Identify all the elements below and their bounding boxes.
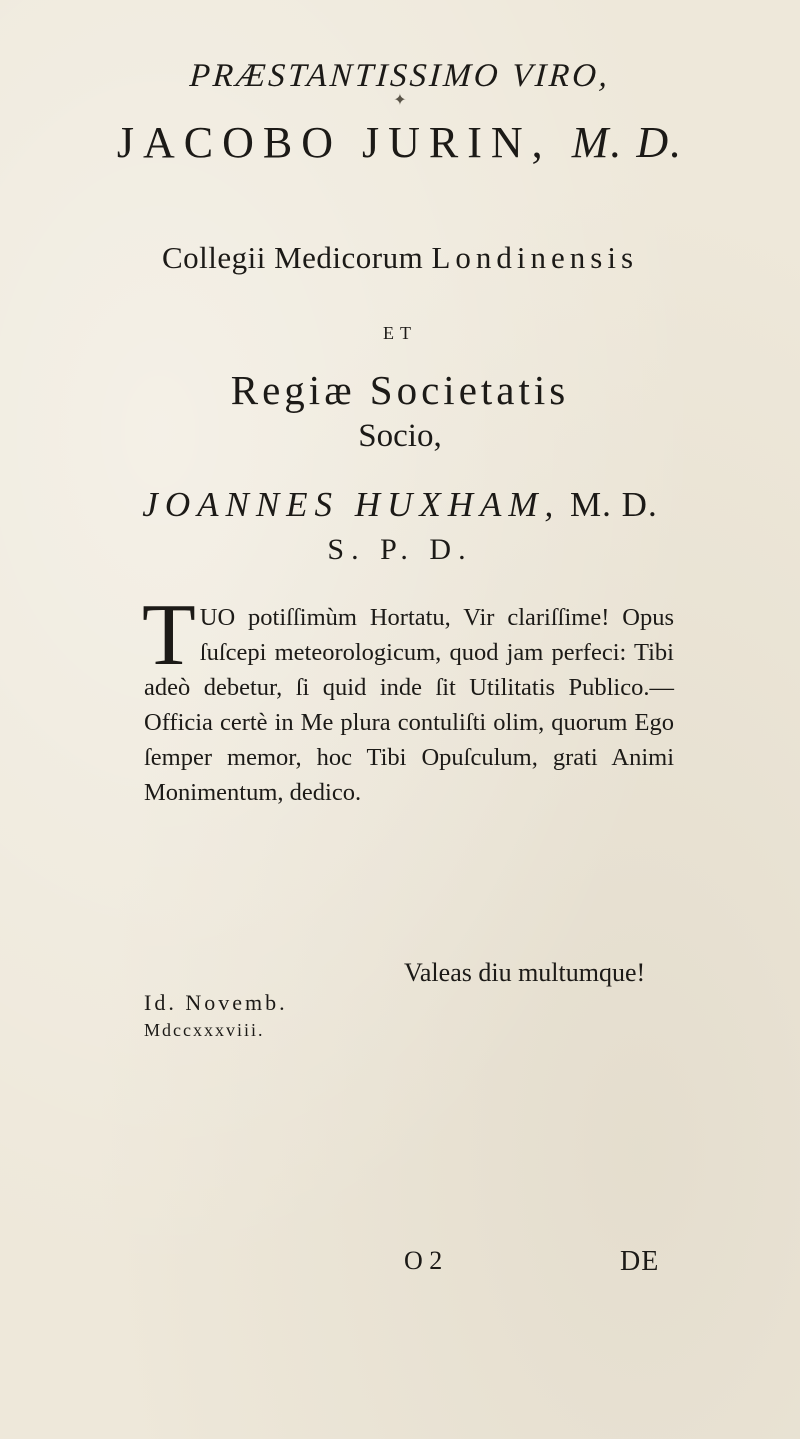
member-title: Socio,	[358, 418, 442, 454]
author-line	[0, 485, 800, 525]
author-name: JOANNES HUXHAM,	[142, 485, 561, 524]
valediction: Valeas diu multumque!	[404, 958, 646, 987]
date-line-2: Mdccxxxviii.	[144, 1020, 265, 1040]
conjunction: ET	[383, 323, 417, 343]
salutation: S. P. D.	[327, 533, 473, 566]
signature-mark: O 2	[404, 1246, 443, 1275]
recipient-degree: M. D.	[571, 118, 684, 167]
college-line-city: Londinensis	[431, 240, 639, 275]
date-line-1: Id. Novemb.	[144, 990, 288, 1015]
ornament-icon: ✦	[393, 92, 407, 109]
drop-cap: T	[142, 587, 196, 684]
society-line: Regiæ Societatis	[230, 367, 570, 413]
letter-body	[142, 587, 674, 810]
recipient-line	[0, 117, 800, 168]
catchword: DE	[620, 1246, 660, 1277]
author-degree: M. D.	[570, 485, 658, 524]
recipient-name: JACOBO JURIN,	[116, 118, 552, 167]
college-line	[0, 240, 800, 276]
college-line-start: Collegii Medicorum	[161, 240, 432, 275]
letter-text: UO potiſſimùm Hortatu, Vir clariſſime! Opus ſuſcepi meteorologicum, quod jam perfeci: Tibi adeò debetur, ſi quid inde ſit Utilitatis Publico.— Officia certè in Me plura contuliſti olim, quorum Ego ſemper memor, hoc Tibi Opuſculum, grati Animi Monimentum, dedico.	[144, 604, 674, 806]
dedication-headline: PRÆSTANTISSIMO VIRO,	[188, 58, 612, 94]
